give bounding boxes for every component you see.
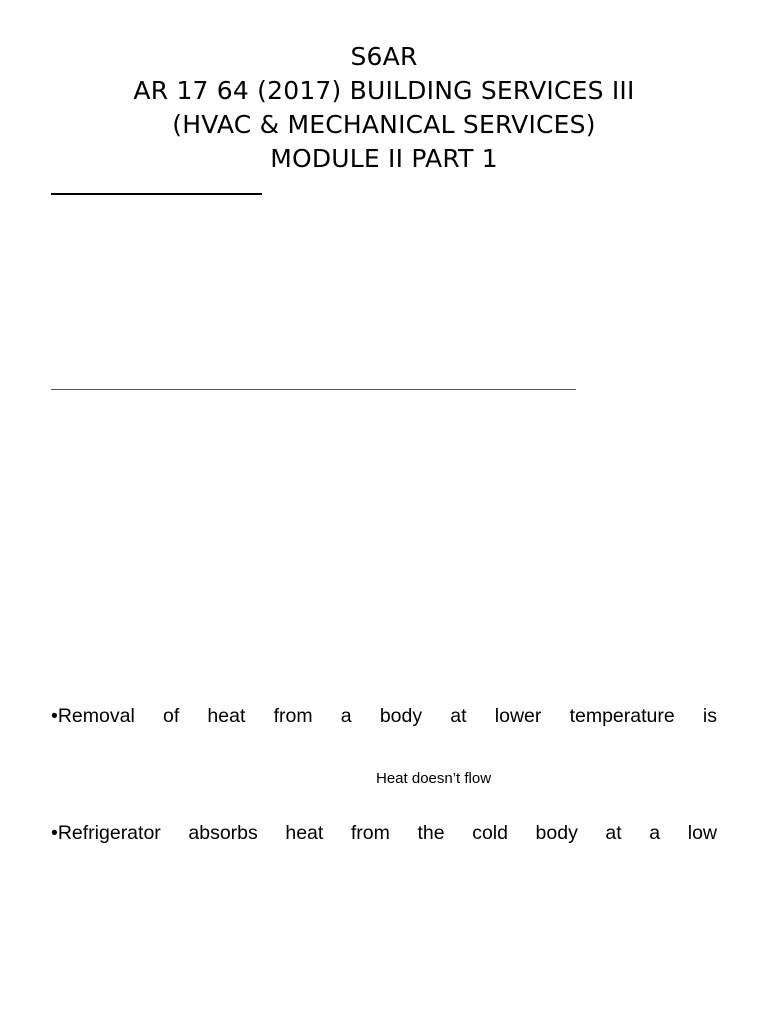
course-code: S6AR bbox=[350, 42, 418, 71]
course-title: AR 17 64 (2017) BUILDING SERVICES III bbox=[133, 76, 635, 105]
course-subtitle: (HVAC & MECHANICAL SERVICES) bbox=[172, 110, 596, 139]
annotation-note: Heat doesn’t flow bbox=[376, 770, 492, 787]
module-label: MODULE II PART 1 bbox=[270, 144, 498, 173]
document-title bbox=[0, 40, 768, 176]
bullet-item: •Removal of heat from a body at lower temperature is bbox=[51, 705, 717, 727]
bullet-item: •Refrigerator absorbs heat from the cold body at a low bbox=[51, 822, 717, 844]
section-divider bbox=[51, 389, 576, 390]
title-underline bbox=[51, 193, 262, 195]
